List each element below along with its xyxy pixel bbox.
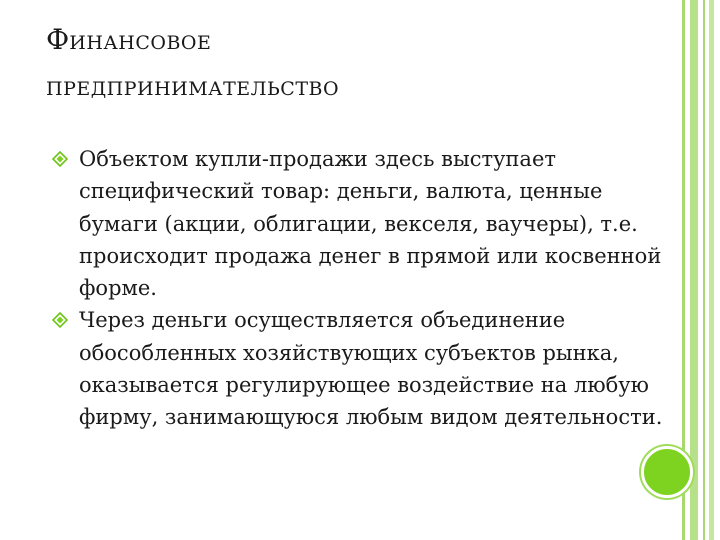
list-item — [52, 143, 672, 304]
bullet-text: Через деньги осуществляется объединение обособленных хозяйствующих субъектов рынка, оказывается регулирующее воздействие на любую фирму, занимающуюся любым видом деятельности. — [79, 308, 663, 430]
slide-title — [46, 23, 646, 100]
title-line-1 — [46, 23, 646, 66]
bullet-text: Объектом купли-продажи здесь выступает специфический товар: деньги, валюта, ценные бумаги (акции, облигации, векселя, ваучеры), т.е. происходит продажа денег в прямой или косвенной форме. — [79, 147, 662, 301]
green-circle-icon — [641, 446, 693, 498]
title-line-1-rest: ИНАНСОВОЕ — [69, 32, 212, 54]
green-leaf-bullet-icon — [52, 312, 68, 328]
bullet-list — [52, 143, 672, 434]
decorative-line — [690, 0, 698, 540]
decorative-line — [709, 0, 714, 540]
list-item — [52, 304, 672, 433]
title-line-2: ПРЕДПРИНИМАТЕЛЬСТВО — [46, 78, 340, 100]
green-leaf-bullet-icon — [52, 151, 68, 167]
title-first-letter: Ф — [46, 23, 70, 56]
decorative-line — [703, 0, 705, 540]
